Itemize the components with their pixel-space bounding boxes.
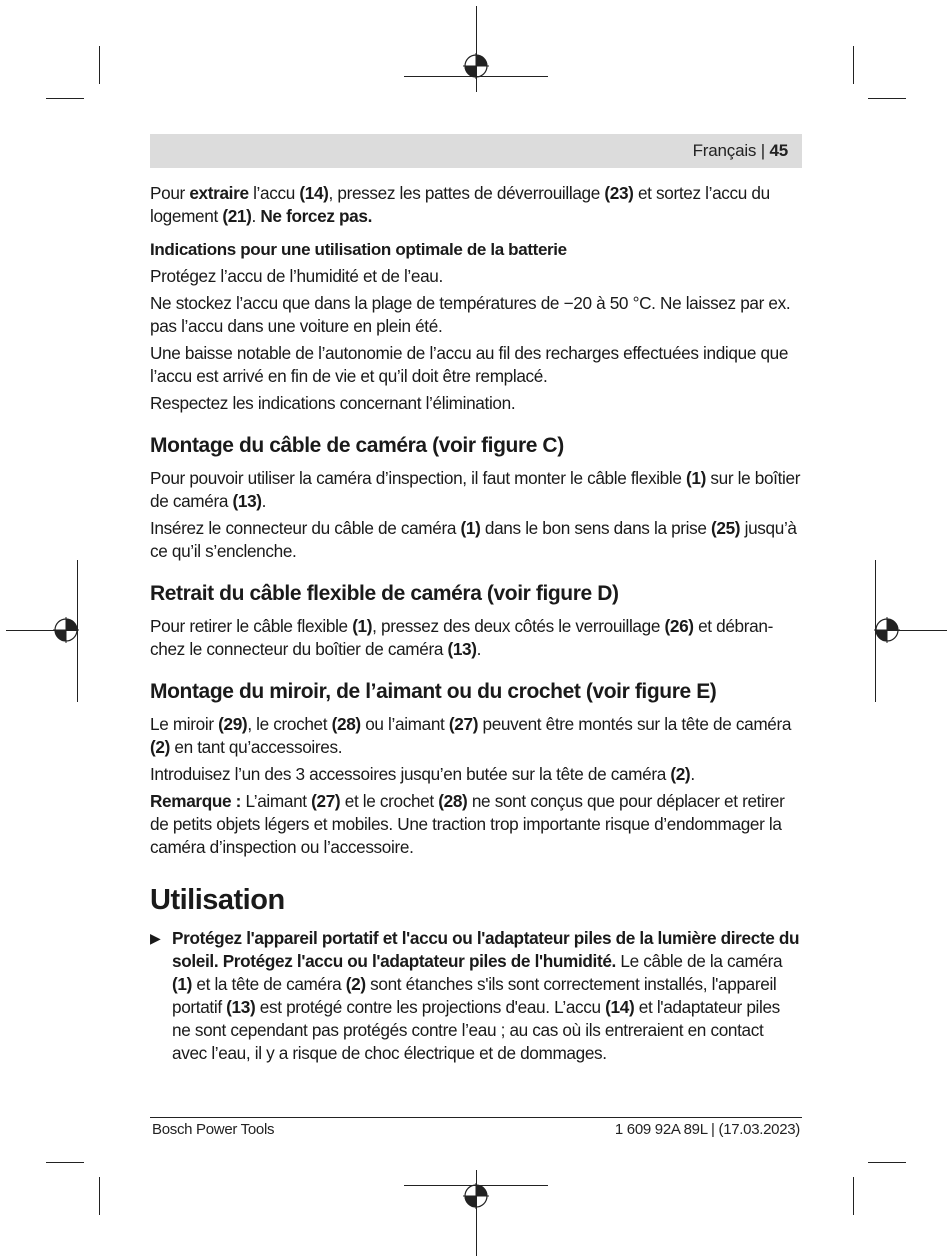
registration-line (476, 6, 477, 92)
crop-mark (46, 1162, 84, 1163)
registration-target-icon (463, 53, 489, 79)
section-heading-cable-remove: Retrait du câble flexible de caméra (voir figure D) (150, 582, 619, 605)
crop-mark (46, 98, 84, 99)
crop-mark (99, 1177, 100, 1215)
battery-tip-humidity: Protégez l’accu de l’humidité et de l’eau. (150, 266, 443, 286)
paragraph-cable-remove: Pour retirer le câble flexible (1), pressez des deux côtés le verrouillage (26) et débranchez le connecteur du boîtier de caméra (13). (150, 616, 774, 659)
paragraph-mirror-1: Le miroir (29), le crochet (28) ou l’aimant (27) peuvent être montés sur la tête de caméra (2) en tant qu’accessoires. (150, 714, 792, 757)
footer-doc-id: 1 609 92A 89L | (17.03.2023) (614, 1121, 800, 1138)
paragraph-cable-mount-2: Insérez le connecteur du câble de caméra (1) dans le bon sens dans la prise (25) jusqu’à ce qu’il s’enclenche. (150, 518, 797, 561)
paragraph-mirror-note: Remarque : L’aimant (27) et le crochet (28) ne sont conçus que pour déplacer et retirer de petits objets légers et mobiles. Une traction trop importante risque d’endommager la caméra d’inspection ou l’accessoire. (150, 791, 785, 857)
registration-target-icon (874, 617, 900, 643)
warning-bullet: ▶ Protégez l'appareil portatif et l'accu ou l'adaptateur piles de la lumière directe du soleil. Protégez l'accu ou l'adaptateur piles de l'humidité. Le câble de la caméra (1) et la tête de caméra (2) sont étanches s'ils sont correctement installés, l'appareil portatif (13) est protégé contre les projections d'eau. L’accu (14) et l'adaptateur piles ne sont cependant pas protégés contre l’eau ; au cas où ils entreraient en contact avec l’eau, il y a risque de choc électrique et de dommages. (150, 928, 800, 1063)
page-content (150, 182, 802, 1069)
crop-mark (853, 46, 854, 84)
registration-target-icon (53, 617, 79, 643)
page-header (150, 134, 802, 168)
battery-tip-lifetime: Une baisse notable de l’autonomie de l’accu au fil des recharges effectuées indique que l’accu est arrivé en fin de vie et qu’il doit être remplacé. (150, 343, 789, 386)
page-header-label (693, 141, 788, 161)
chapter-heading-usage: Utilisation (150, 884, 285, 916)
crop-mark (868, 98, 906, 99)
section-heading-cable-mount: Montage du câble de caméra (voir figure C) (150, 434, 564, 457)
crop-mark (868, 1162, 906, 1163)
page-number: 45 (769, 141, 788, 160)
registration-target-icon (463, 1183, 489, 1209)
crop-mark (853, 1177, 854, 1215)
paragraph-remove-battery: Pour extraire l’accu (14), pressez les pattes de déverrouillage (23) et sortez l’accu du logement (21). Ne forcez pas. (150, 183, 770, 226)
section-heading-mirror: Montage du miroir, de l’aimant ou du crochet (voir figure E) (150, 680, 717, 703)
header-language: Français (692, 141, 757, 160)
battery-tip-temperature: Ne stockez l’accu que dans la plage de températures de −20 à 50 °C. Ne laissez par ex. pas l’accu dans une voiture en plein été. (150, 293, 791, 336)
triangle-bullet-icon: ▶ (150, 930, 161, 946)
battery-tip-disposal: Respectez les indications concernant l’élimination. (150, 393, 516, 413)
paragraph-cable-mount-1: Pour pouvoir utiliser la caméra d’inspection, il faut monter le câble flexible (1) sur le boîtier de caméra (13). (150, 468, 801, 511)
footer-divider (150, 1117, 802, 1118)
battery-tips-heading: Indications pour une utilisation optimale de la batterie (150, 240, 567, 259)
crop-mark (99, 46, 100, 84)
footer-brand: Bosch Power Tools (152, 1121, 275, 1138)
paragraph-mirror-2: Introduisez l’un des 3 accessoires jusqu’en butée sur la tête de caméra (2). (150, 764, 695, 784)
header-separator: | (756, 141, 770, 160)
